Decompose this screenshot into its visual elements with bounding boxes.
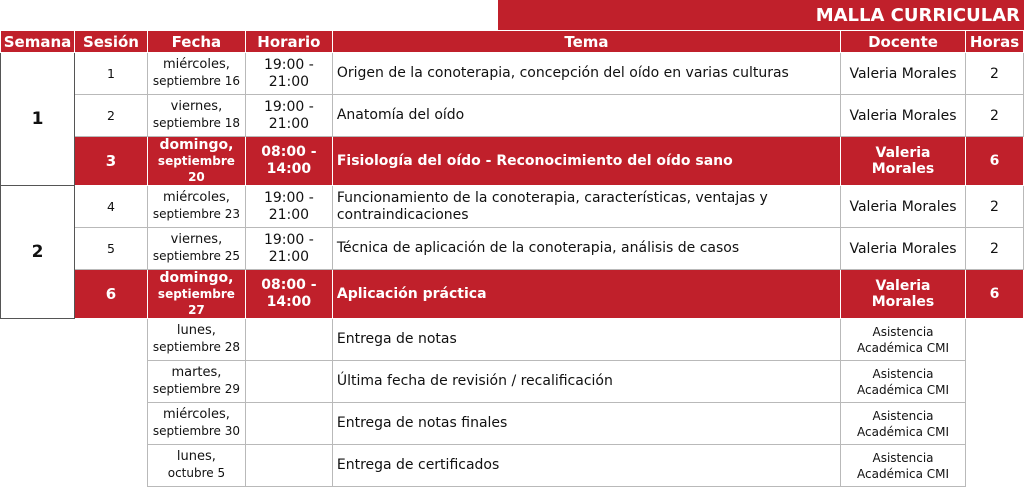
time-start: 08:00 -	[261, 144, 317, 160]
session-hours: 2	[965, 228, 1023, 270]
session-number: 2	[74, 95, 147, 137]
session-date	[147, 228, 245, 270]
empty-cell	[965, 361, 1023, 403]
teacher-line1: Asistencia	[872, 408, 934, 423]
session-number: 6	[74, 270, 147, 319]
time-end: 21:00	[268, 73, 310, 90]
session-number: 1	[74, 53, 147, 95]
time-end: 21:00	[268, 206, 310, 223]
date-day: lunes,	[176, 323, 216, 338]
malla-curricular-banner: MALLA CURRICULAR	[498, 0, 1024, 30]
header-semana: Semana	[1, 31, 75, 53]
session-teacher: Valeria Morales	[841, 53, 966, 95]
admin-time	[245, 403, 332, 445]
header-sesion: Sesión	[74, 31, 147, 53]
session-row	[1, 95, 1024, 137]
admin-time	[245, 445, 332, 487]
empty-cell	[74, 361, 147, 403]
time-end: 14:00	[266, 161, 312, 177]
empty-cell	[1, 361, 75, 403]
time-end: 21:00	[268, 115, 310, 132]
admin-teacher	[841, 403, 966, 445]
session-hours: 6	[965, 270, 1023, 319]
empty-cell	[74, 319, 147, 361]
admin-date	[147, 403, 245, 445]
date-day: miércoles,	[162, 407, 230, 422]
date-month: septiembre 28	[152, 340, 240, 354]
session-row-highlighted	[1, 137, 1024, 186]
session-time	[245, 53, 332, 95]
time-end: 14:00	[266, 294, 312, 310]
time-start: 19:00 -	[263, 189, 314, 206]
session-date	[147, 53, 245, 95]
admin-date	[147, 319, 245, 361]
session-row-highlighted	[1, 270, 1024, 319]
admin-topic: Entrega de notas	[332, 319, 840, 361]
session-number: 5	[74, 228, 147, 270]
empty-cell	[1, 319, 75, 361]
session-row	[1, 186, 1024, 228]
admin-row	[1, 319, 1024, 361]
session-hours: 2	[965, 186, 1023, 228]
teacher-line1: Asistencia	[872, 366, 934, 381]
date-month: septiembre 16	[152, 74, 240, 88]
date-day: martes,	[171, 365, 222, 380]
admin-topic: Última fecha de revisión / recalificación	[332, 361, 840, 403]
time-start: 19:00 -	[263, 98, 314, 115]
empty-cell	[1, 403, 75, 445]
admin-teacher	[841, 445, 966, 487]
admin-date	[147, 445, 245, 487]
session-topic: Técnica de aplicación de la conoterapia, análisis de casos	[332, 228, 840, 270]
date-month: septiembre 29	[152, 382, 240, 396]
header-horas: Horas	[965, 31, 1023, 53]
session-hours: 2	[965, 53, 1023, 95]
session-time	[245, 186, 332, 228]
session-teacher: Valeria Morales	[841, 186, 966, 228]
admin-topic: Entrega de notas finales	[332, 403, 840, 445]
empty-cell	[1, 445, 75, 487]
session-time	[245, 137, 332, 186]
date-month: octubre 5	[167, 466, 226, 480]
admin-topic: Entrega de certificados	[332, 445, 840, 487]
time-start: 19:00 -	[263, 56, 314, 73]
schedule-table	[0, 30, 1024, 487]
date-day: viernes,	[170, 232, 223, 247]
date-day: domingo,	[159, 270, 234, 286]
date-month: septiembre 23	[152, 207, 240, 221]
time-start: 08:00 -	[261, 277, 317, 293]
admin-date	[147, 361, 245, 403]
session-topic: Anatomía del oído	[332, 95, 840, 137]
teacher-line2: Académica CMI	[857, 340, 950, 355]
date-month: septiembre 30	[152, 424, 240, 438]
date-month: septiembre 20	[157, 154, 235, 184]
session-teacher: Valeria Morales	[841, 228, 966, 270]
session-number: 4	[74, 186, 147, 228]
admin-time	[245, 319, 332, 361]
empty-cell	[74, 445, 147, 487]
empty-cell	[965, 445, 1023, 487]
admin-row	[1, 445, 1024, 487]
session-teacher: Valeria Morales	[841, 95, 966, 137]
admin-row	[1, 403, 1024, 445]
week-cell: 2	[1, 186, 75, 319]
date-month: septiembre 25	[152, 249, 240, 263]
teacher-line2: Académica CMI	[857, 382, 950, 397]
header-horario: Horario	[245, 31, 332, 53]
session-date	[147, 186, 245, 228]
session-topic: Funcionamiento de la conoterapia, características, ventajas y contraindicaciones	[332, 186, 840, 228]
teacher-line1: Asistencia	[872, 450, 934, 465]
empty-cell	[965, 403, 1023, 445]
admin-teacher	[841, 361, 966, 403]
time-end: 21:00	[268, 248, 310, 265]
session-row	[1, 228, 1024, 270]
date-month: septiembre 27	[157, 287, 235, 317]
date-day: domingo,	[159, 137, 234, 153]
session-time	[245, 270, 332, 319]
session-row	[1, 53, 1024, 95]
date-day: miércoles,	[162, 57, 230, 72]
header-fecha: Fecha	[147, 31, 245, 53]
date-day: viernes,	[170, 99, 223, 114]
session-hours: 2	[965, 95, 1023, 137]
admin-row	[1, 361, 1024, 403]
teacher-line1: Asistencia	[872, 324, 934, 339]
admin-teacher	[841, 319, 966, 361]
week-cell: 1	[1, 53, 75, 186]
admin-time	[245, 361, 332, 403]
session-teacher: Valeria Morales	[841, 137, 966, 186]
date-day: miércoles,	[162, 190, 230, 205]
session-time	[245, 228, 332, 270]
empty-cell	[965, 319, 1023, 361]
session-topic: Fisiología del oído - Reconocimiento del oído sano	[332, 137, 840, 186]
teacher-line2: Académica CMI	[857, 466, 950, 481]
session-date	[147, 137, 245, 186]
session-topic: Aplicación práctica	[332, 270, 840, 319]
session-number: 3	[74, 137, 147, 186]
session-teacher: Valeria Morales	[841, 270, 966, 319]
header-tema: Tema	[332, 31, 840, 53]
date-day: lunes,	[176, 449, 216, 464]
time-start: 19:00 -	[263, 231, 314, 248]
session-topic: Origen de la conoterapia, concepción del oído en varias culturas	[332, 53, 840, 95]
empty-cell	[74, 403, 147, 445]
session-date	[147, 95, 245, 137]
header-docente: Docente	[841, 31, 966, 53]
header-row	[1, 31, 1024, 53]
session-hours: 6	[965, 137, 1023, 186]
session-date	[147, 270, 245, 319]
session-time	[245, 95, 332, 137]
teacher-line2: Académica CMI	[857, 424, 950, 439]
date-month: septiembre 18	[152, 116, 240, 130]
